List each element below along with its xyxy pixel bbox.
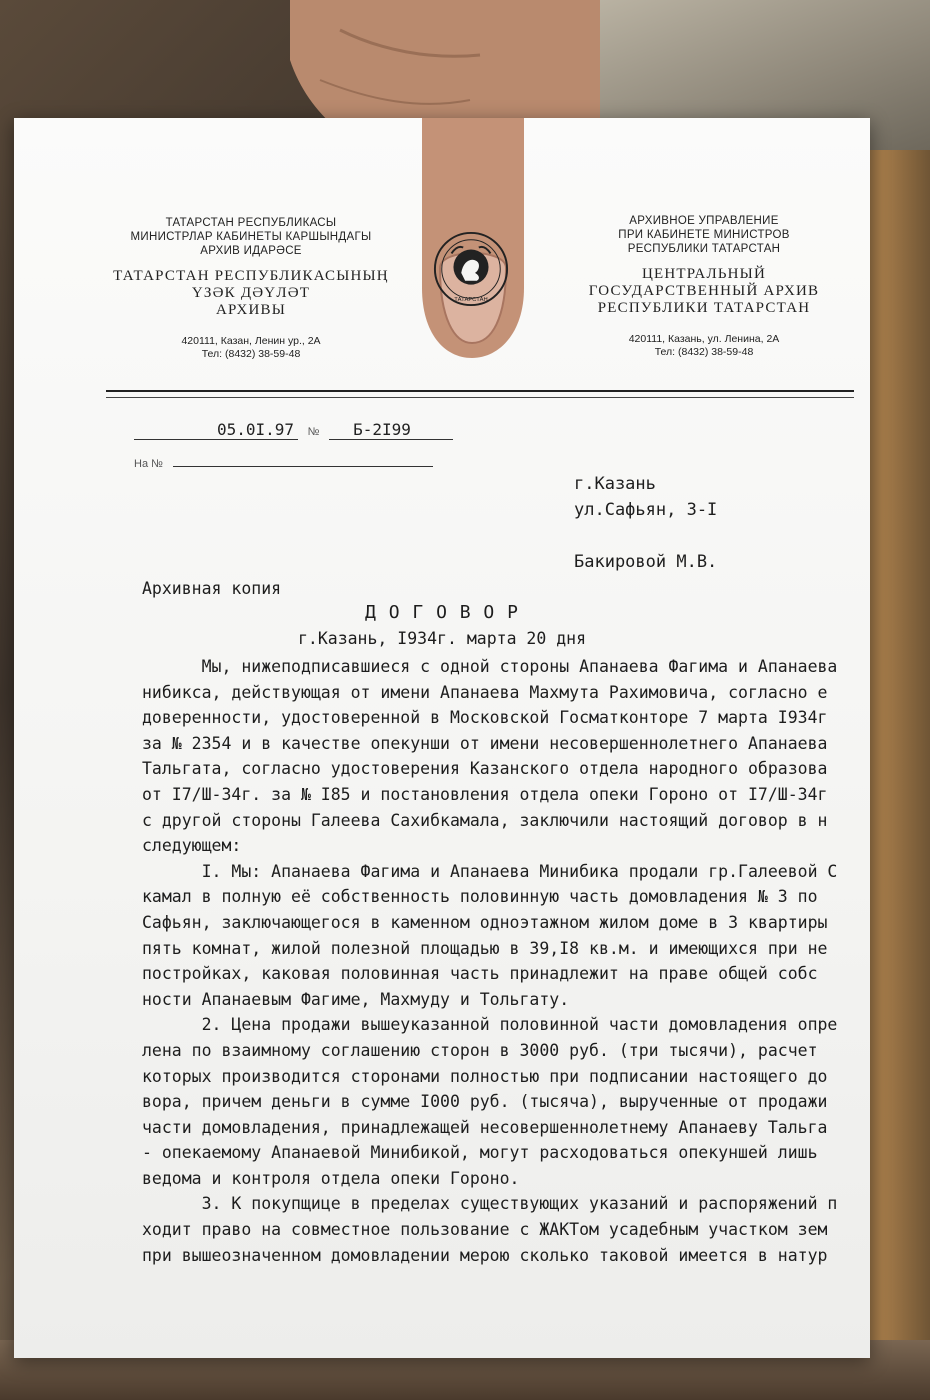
document-body-line: - опекаемому Апанаевой Минибикой, могут расходоваться опекуншей лишь	[142, 1143, 818, 1163]
letterhead-left-big2: ҮЗӘК ДӘҮЛӘТ	[191, 285, 311, 301]
letterhead-right-big3: РЕСПУБЛИКИ ТАТАРСТАН	[597, 300, 811, 316]
document-body-line: Мы, нижеподписавшиеся с одной стороны Апанаева Фагима и Апанаева	[142, 657, 838, 676]
document-body-line: при вышеозначенном домовладении мерою сколько таковой имеется в натур	[142, 1245, 828, 1265]
document-body-line: 2. Цена продажи вышеуказанной половинной части домовладения опре	[142, 1015, 838, 1035]
registration-line	[134, 420, 453, 440]
document-body-line: пять комнат, жилой полезной площадью в 39,I8 кв.м. и имеющихся при не	[142, 938, 828, 958]
document-body-line: следующем:	[142, 836, 242, 856]
document-body-line: Тальгата, согласно удостоверения Казанского отдела народного образова	[142, 759, 828, 779]
document-body-line: ведома и контроля отдела опеки Гороно.	[142, 1168, 520, 1188]
document-title: Д О Г О В О Р	[365, 602, 519, 623]
letterhead-left-line3: АРХИВ ИДАРӘСЕ	[200, 245, 302, 257]
recipient-city: г.Казань	[574, 474, 656, 494]
document-place-date: г.Казань, I934г. марта 20 дня	[297, 629, 587, 648]
document-body	[142, 654, 870, 1268]
document-body-line: части домовладения, принадлежащей несовершеннолетнему Апанаеву Тальга	[142, 1117, 828, 1137]
letterhead-right-address	[554, 333, 854, 359]
letterhead-rule	[106, 390, 854, 392]
document-body-line: Сафьян, заключающегося в каменном одноэтажном жилом доме в 3 квартиры	[142, 912, 828, 932]
letterhead-rule-thin	[106, 397, 854, 398]
letterhead-left-big3: АРХИВЫ	[215, 302, 287, 318]
document-sheet	[14, 118, 870, 1358]
registration-number: Б-2I99	[329, 420, 453, 440]
document-body-line: лена по взаимному соглашению сторон в 3000 руб. (три тысячи), расчет	[142, 1040, 818, 1060]
emblem-caption: ТАТАРСТАН	[454, 297, 488, 304]
letterhead-left-title	[76, 268, 426, 319]
letterhead-left	[76, 216, 426, 361]
copy-label: Архивная копия	[142, 579, 282, 598]
letterhead-right-big1: ЦЕНТРАЛЬНЫЙ	[642, 266, 766, 282]
reference-blank	[173, 452, 433, 467]
letterhead-right	[554, 214, 854, 359]
letterhead-right-addr2: Тел: (8432) 38-59-48	[654, 346, 754, 358]
tatarstan-emblem-icon	[432, 230, 510, 308]
recipient-name: Бакировой М.В.	[574, 552, 718, 572]
document-body-line: доверенности, удостоверенной в Московской Госматконторе 7 марта I934г	[142, 708, 828, 728]
reference-line	[134, 452, 433, 471]
letterhead-left-address	[76, 335, 426, 361]
letterhead-left-line1: ТАТАРСТАН РЕСПУБЛИКАСЫ	[165, 217, 337, 229]
registration-number-label: №	[307, 426, 320, 438]
document-body-line: постройках, каковая половинная часть принадлежит на праве общей собс	[142, 964, 818, 984]
letterhead-right-line1: АРХИВНОЕ УПРАВЛЕНИЕ	[629, 215, 779, 227]
letterhead-right-line2: ПРИ КАБИНЕТЕ МИНИСТРОВ	[618, 229, 790, 241]
document-body-line: нибикса, действующая от имени Апанаева Махмута Рахимовича, согласно е	[142, 682, 828, 702]
document-body-line: вора, причем деньги в сумме I000 руб. (тысяча), вырученные от продажи	[142, 1092, 828, 1112]
letterhead-right-line3: РЕСПУБЛИКИ ТАТАРСТАН	[627, 243, 781, 255]
registration-date: 05.0I.97	[134, 420, 298, 440]
reference-label: На №	[134, 458, 163, 470]
document-body-line: ности Апанаевым Фагиме, Махмуду и Тольгату.	[142, 989, 570, 1009]
document-body-line: за № 2354 и в качестве опекунши от имени несовершеннолетнего Апанаева	[142, 733, 828, 753]
letterhead-left-addr2: Тел: (8432) 38-59-48	[201, 348, 301, 360]
letterhead-left-line2: МИНИСТРЛАР КАБИНЕТЫ КАРШЫНДАГЫ	[130, 231, 372, 243]
recipient-street: ул.Сафьян, 3-I	[574, 500, 718, 520]
letterhead-right-big2: ГОСУДАРСТВЕННЫЙ АРХИВ	[588, 283, 820, 299]
letterhead-right-title	[554, 266, 854, 317]
letterhead-left-addr1: 420111, Казан, Ленин ур., 2А	[181, 335, 321, 347]
document-body-line: с другой стороны Галеева Сахибкамала, заключили настоящий договор в н	[142, 810, 828, 830]
letterhead-left-big1: ТАТАРСТАН РЕСПУБЛИКАСЫНЫҢ	[113, 268, 389, 284]
document-body-line: от I7/Ш-34г. за № I85 и постановления отдела опеки Гороно от I7/Ш-34г	[142, 784, 828, 804]
document-body-line: камал в полную её собственность половинную часть домовладения № 3 по	[142, 887, 818, 907]
letterhead-right-addr1: 420111, Казань, ул. Ленина, 2А	[628, 333, 780, 345]
document-body-line: I. Мы: Апанаева Фагима и Апанаева Минибика продали гр.Галеевой С	[142, 861, 838, 881]
document-body-line: ходит право на совместное пользование с ЖАКТом усадебным участком зем	[142, 1220, 828, 1240]
document-body-line: которых производится сторонами полностью при подписании настоящего до	[142, 1066, 828, 1086]
document-body-line: 3. К покупщице в пределах существующих указаний и распоряжений п	[142, 1194, 838, 1214]
